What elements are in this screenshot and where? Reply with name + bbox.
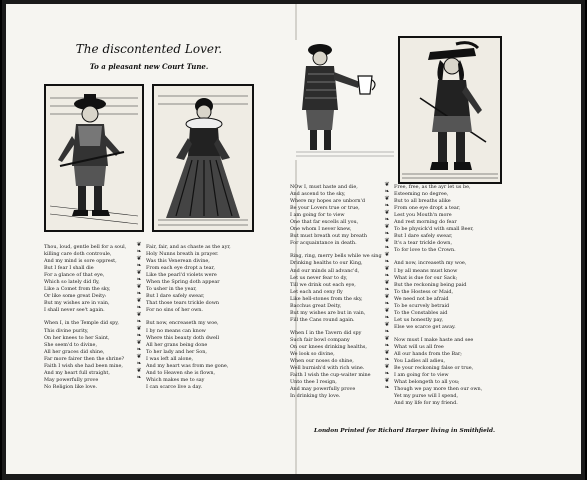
woodcut-lady [152, 84, 254, 232]
verse-line: Let us never fear to dy, [290, 274, 348, 281]
verse-line: Yet my purse will I spend, [394, 393, 459, 400]
verse-line: Was this Venerean divine, [146, 258, 210, 265]
verse-line: Ring, ring, merry bells while we sing [290, 253, 382, 260]
stanza [290, 330, 382, 400]
verse-line: I by all means must know [394, 267, 458, 274]
verse-line: Till we drink out each eye, [290, 281, 356, 288]
verse-line: Faith I wish she had been mine, [44, 362, 123, 369]
verse-line: To usher in the year, [146, 286, 197, 293]
broadside-sheet [6, 4, 581, 474]
verse-line: I am going for to view [394, 372, 449, 379]
verse-line: We look so divine, [290, 351, 335, 358]
verse-line: Thou, loud, gentle bell for a soul, [44, 244, 127, 250]
verse-line: But I fear I shall die [44, 265, 94, 272]
verse-line: For acquaintance in death. [290, 240, 357, 247]
verse-line: All our hands from the Bar; [394, 351, 462, 358]
verse-line: Holy Nunns breath in prayer. [146, 251, 219, 258]
verse-line: I can scarce live a day. [146, 383, 203, 390]
verse-line: That those tears trickle down [146, 300, 220, 307]
verse-line: Which makes me to say [146, 376, 205, 383]
verse-line: Bacchus great Deity, [290, 302, 342, 309]
binder-edge-left [0, 0, 2, 480]
verse-line: When I, in the Temple did spy, [44, 320, 119, 327]
verse-line: Be your reckoning false or true, [394, 365, 474, 372]
verse-line: Esteeming no degree, [394, 191, 449, 198]
verse-line: For no sins of her own. [146, 307, 203, 314]
woodcut-gentleman [398, 36, 502, 184]
verse-line: What belongeth to all you; [394, 379, 460, 386]
verse-line: She seem'd to divine, [44, 341, 97, 348]
verse-line: Such fair bowl company [290, 336, 350, 343]
stanza [290, 184, 382, 247]
verse-line: But my wishes are in vain, [44, 300, 110, 307]
ornament-vine-left: ❦ ❧ ❦ ❧ ❦ ❧ ❦ ❧ ❦ ❧ ❦ ❧ ❦ ❧ ❦ ❧ ❦ ❧ ❦ ❧ [136, 241, 142, 381]
stanza [394, 184, 482, 254]
verse-line: Be your Lovers true or true, [290, 205, 360, 212]
verse-line: Now must I make haste and see [394, 336, 474, 343]
verse-line: Free, free, as the ayr let us be, [394, 184, 471, 190]
verse-column-2 [146, 244, 231, 397]
woodcut-cavalier [44, 84, 144, 232]
verse-line: I by no means can know [146, 327, 206, 334]
verse-line: Which so lately did fly, [44, 279, 100, 286]
verse-line: All her graces did shine, [44, 348, 105, 355]
verse-line: Drinking healths to our King, [290, 260, 363, 267]
verse-line: Far more fairer then the shrine? [44, 355, 125, 362]
ballad-title: The discontented Lover. [75, 42, 223, 56]
verse-line: May powerfully prove [44, 376, 99, 383]
verse-line: NOw I, must haste and die, [290, 184, 358, 190]
verse-line: Like hell-stones from the sky, [290, 295, 363, 302]
verse-line: And to Heaven she is flown, [146, 369, 216, 376]
verse-line: I shall never see't again. [44, 307, 105, 314]
verse-line: It's a tear trickle down, [394, 240, 452, 247]
verse-line: On her knees to her Saint, [44, 334, 110, 341]
verse-line: From one eye dropt a tear, [394, 205, 461, 212]
verse-line: Or like some great Deity: [44, 293, 107, 300]
stanza [290, 253, 382, 323]
verse-line: But the reckoning being paid [394, 281, 467, 288]
verse-column-3 [290, 184, 382, 406]
verse-line: Well burnish'd with rich wine. [290, 365, 365, 372]
verse-line: Faith I wish the cup-waiter mine [290, 372, 371, 379]
verse-line: In drinking thy love. [290, 393, 341, 400]
verse-line: And our minds all advanc'd, [290, 267, 360, 274]
verse-line: This divine purity, [44, 327, 89, 334]
verse-line: What will us all free [394, 343, 444, 350]
verse-line: When the Spring doth appear [146, 279, 220, 286]
stanza [146, 244, 231, 314]
verse-line: For a glance of that eye, [44, 272, 105, 279]
verse-line: But I dare safely swear, [146, 293, 205, 300]
verse-line: And may powerfully prove [290, 386, 356, 393]
verse-line: And rest morning do fear [394, 219, 457, 226]
verse-line: And ascend to the sky, [290, 191, 346, 198]
verse-line: But to all breaths alike [394, 198, 451, 205]
verse-line: We need not be afraid [394, 295, 449, 302]
verse-line: Fill the Cans round again. [290, 316, 355, 323]
verse-line: But now, encreaseth my woe, [146, 320, 219, 327]
stanza [394, 260, 482, 330]
verse-line: And my heart full straight, [44, 369, 110, 376]
verse-line: To be physick'd with small Beer, [394, 226, 474, 233]
verse-line: To the Constables aid [394, 309, 448, 316]
verse-line: From each eye dropt a tear, [146, 265, 215, 272]
ballad-tune: To a pleasant new Court Tune. [89, 62, 209, 71]
printer-imprint: London Printed for Richard Harper living in Smithfield. [314, 428, 496, 434]
verse-line: Like the pearl'd violets were [146, 272, 217, 279]
verse-line: Where my hopes are unborn'd [290, 198, 366, 205]
verse-line: Lest you Mouth'n more [394, 212, 452, 219]
verse-line: You Ladies all adieu, [394, 358, 446, 365]
verse-line: To her lady and her Son, [146, 348, 207, 355]
verse-line: Fair, fair, and as chaste as the ayr, [146, 244, 231, 250]
verse-line: One whom I never knew, [290, 226, 352, 233]
verse-line: When I in the Tavern did spy [290, 329, 362, 336]
stanza [44, 244, 126, 314]
woodcut-drinker [294, 40, 396, 160]
verse-line: What is due for our Sack; [394, 274, 458, 281]
verse-line: But I dare safely swear, [394, 233, 453, 240]
verse-line: And now, increaseth my woe, [394, 260, 467, 267]
verse-line: I was left all alone, [146, 355, 194, 362]
verse-line: And my heart was from me gone, [146, 362, 229, 369]
verse-line: killing care doth controule, [44, 251, 112, 258]
verse-line: All her grans being done [146, 341, 208, 348]
verse-line: Unto thee I resign, [290, 379, 337, 386]
verse-line: When our noses do shine, [290, 358, 354, 365]
stanza [394, 337, 482, 407]
verse-line: But must breath out my breath [290, 233, 367, 240]
verse-line: Else we scarce get away. [394, 323, 456, 330]
verse-line: Though we pay more then our own, [394, 386, 483, 393]
verse-line: On our knees drinking healths, [290, 343, 367, 350]
verse-line: To be scurvely betraid [394, 302, 450, 309]
verse-line: I am going for to view [290, 212, 345, 219]
verse-line: Let each and ceny fly [290, 288, 343, 295]
verse-line: And my life for my friend. [394, 400, 458, 407]
verse-line: No Religion like love. [44, 383, 98, 390]
verse-line: To the Hostess or Maid, [394, 288, 454, 295]
verse-line: Where this beauty doth dwell [146, 334, 220, 341]
verse-line: Let us honestly pay, [394, 316, 444, 323]
verse-line: But my wishes are but in vain, [290, 309, 366, 316]
ornament-vine-right: ❦ ❧ ❦ ❧ ❦ ❧ ❦ ❧ ❦ ❧ ❦ ❧ ❦ ❧ ❦ ❧ ❦ ❧ ❦ ❧ ❦ ❧ ❦ ❧ ❦ ❧ ❦ ❧ ❦ ❧ [384, 181, 390, 391]
verse-line: Like a Comet from the sky, [44, 286, 111, 293]
stanza [146, 320, 231, 390]
verse-line: One that far excells all you, [290, 219, 359, 226]
verse-line: To for love to the Crown. [394, 247, 456, 254]
verse-column-1 [44, 244, 126, 397]
stanza [44, 320, 126, 390]
verse-column-4 [394, 184, 482, 413]
verse-line: And my mind is sore opprest, [44, 258, 117, 265]
